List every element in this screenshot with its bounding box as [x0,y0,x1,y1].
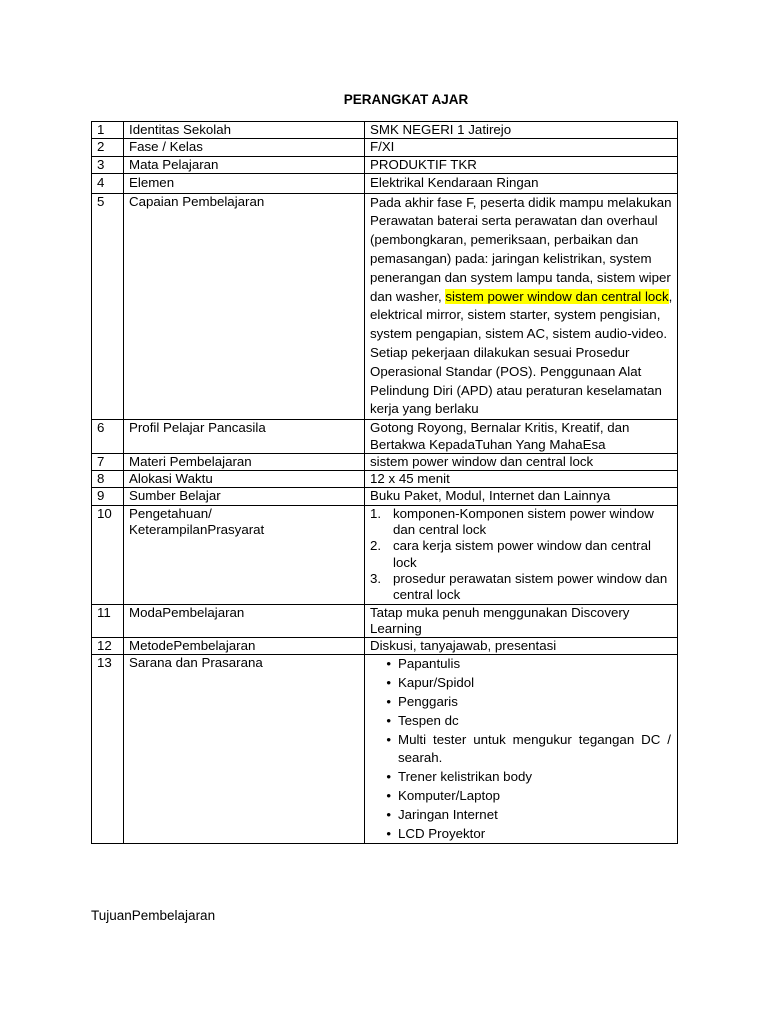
table-row [92,122,678,139]
row-number: 9 [92,488,124,505]
list-item-text: Komputer/Laptop [398,787,501,803]
list-item-text: Trener kelistrikan body [398,769,533,785]
table-row [92,471,678,488]
list-item [370,731,673,769]
row-number: 7 [92,453,124,470]
row-number: 3 [92,156,124,173]
row-number: 11 [92,604,124,638]
table-row [92,604,678,638]
list-item [370,506,673,539]
list-item [370,825,673,844]
bullet-icon: • [386,787,391,803]
list-item-text: Papantulis [398,656,461,672]
row-label: Elemen [124,173,365,193]
bullet-icon: • [386,694,391,709]
list-item-text: Jaringan Internet [398,806,498,822]
prasyarat-list [370,506,673,604]
row-number: 6 [92,420,124,454]
list-number: 2. [370,538,382,554]
row-label: Mata Pelajaran [124,156,365,173]
row-label: MetodePembelajaran [124,638,365,655]
row-label: ModaPembelajaran [124,604,365,638]
row-number: 8 [92,471,124,488]
list-item-text: Kapur/Spidol [398,675,475,691]
bullet-icon: • [386,731,391,747]
bullet-icon: • [386,656,391,672]
list-item-text: Multi tester untuk mengukur tegangan DC / searah. [398,731,671,766]
capaian-paragraph: Pada akhir fase F, peserta didik mampu melakukan [370,194,672,210]
row-value: PRODUKTIF TKR [365,156,678,173]
row-label-line: KeterampilanPrasyarat [129,522,265,538]
prasyarat-list-cell [365,505,678,604]
table-row [92,173,678,193]
list-item [370,655,673,674]
row-value: Diskusi, tanyajawab, presentasi [365,638,678,655]
document-title: PERANGKAT AJAR [343,92,469,107]
row-value: Tatap muka penuh menggunakan Discovery Learning [365,604,678,638]
table-row [92,505,678,604]
list-item [370,674,673,693]
table-row [92,638,678,655]
table-row [92,655,678,844]
row-label-line: Pengetahuan/ [129,505,212,521]
table-row [92,193,678,420]
row-value: Gotong Royong, Bernalar Kritis, Kreatif, dan Bertakwa KepadaTuhan Yang MahaEsa [365,420,678,454]
row-number: 5 [92,193,124,420]
row-number: 1 [92,122,124,139]
row-number: 12 [92,638,124,655]
row-number: 13 [92,655,124,844]
section-heading-tujuan: TujuanPembelajaran [91,908,216,923]
list-item-text: cara kerja sistem power window dan central lock [393,538,651,570]
bullet-icon: • [386,675,391,691]
row-label: Fase / Kelas [124,139,365,156]
row-label: Capaian Pembelajaran [124,193,365,420]
capaian-text: Perawatan baterai serta perawatan dan overhaul (pembongkaran, pemeriksaan, perbaikan dan pemasangan) pada: jaringan kelistrikan, system penerangan dan system lampu tanda, sistem wiper dan washer, [370,213,671,304]
row-value: 12 x 45 menit [365,471,678,488]
bullet-icon: • [386,769,391,785]
row-label: Sumber Belajar [124,488,365,505]
row-label: Profil Pelajar Pancasila [124,420,365,454]
list-number: 1. [370,505,382,521]
list-item-text: Tespen dc [398,712,459,728]
table-row [92,488,678,505]
capaian-paragraph [370,212,673,344]
row-value: sistem power window dan central lock [365,453,678,470]
table-row [92,453,678,470]
row-value: F/XI [365,139,678,156]
row-label [124,505,365,604]
table-row [92,420,678,454]
row-label: Identitas Sekolah [124,122,365,139]
list-number: 3. [370,570,382,586]
list-item-text: Penggaris [398,694,458,709]
row-number: 2 [92,139,124,156]
list-item-text: LCD Proyektor [398,825,486,841]
row-label: Alokasi Waktu [124,471,365,488]
sarana-list [370,655,673,843]
row-number: 4 [92,173,124,193]
row-label: Materi Pembelajaran [124,453,365,470]
bullet-icon: • [386,806,391,822]
highlighted-text: sistem power window dan central lock [445,288,669,304]
list-item [370,768,673,787]
bullet-icon: • [386,712,391,728]
list-item-text: komponen-Komponen sistem power window dan central lock [393,505,654,538]
row-value: Elektrikal Kendaraan Ringan [365,173,678,193]
list-item [370,787,673,806]
capaian-pembelajaran-text [365,193,678,420]
row-value: SMK NEGERI 1 Jatirejo [365,122,678,139]
list-item [370,538,673,571]
row-value: Buku Paket, Modul, Internet dan Lainnya [365,488,678,505]
table-row [92,139,678,156]
capaian-paragraph: Setiap pekerjaan dilakukan sesuai Prosedur Operasional Standar (POS). Penggunaan Alat Pelindung Diri (APD) atau peraturan keselamatan kerja yang berlaku [370,345,662,417]
list-item [370,571,673,604]
row-label: Sarana dan Prasarana [124,655,365,844]
list-item [370,806,673,825]
table-row [92,156,678,173]
list-item [370,712,673,731]
sarana-list-cell [365,655,678,844]
perangkat-ajar-table [91,121,678,844]
row-number: 10 [92,505,124,604]
list-item [370,693,673,712]
bullet-icon: • [386,825,391,841]
capaian-text: , elektrical mirror, sistem starter, system pengisian, system pengapian, sistem AC, sistem audio-video. [370,288,673,342]
list-item-text: prosedur perawatan sistem power window dan central lock [393,570,668,603]
